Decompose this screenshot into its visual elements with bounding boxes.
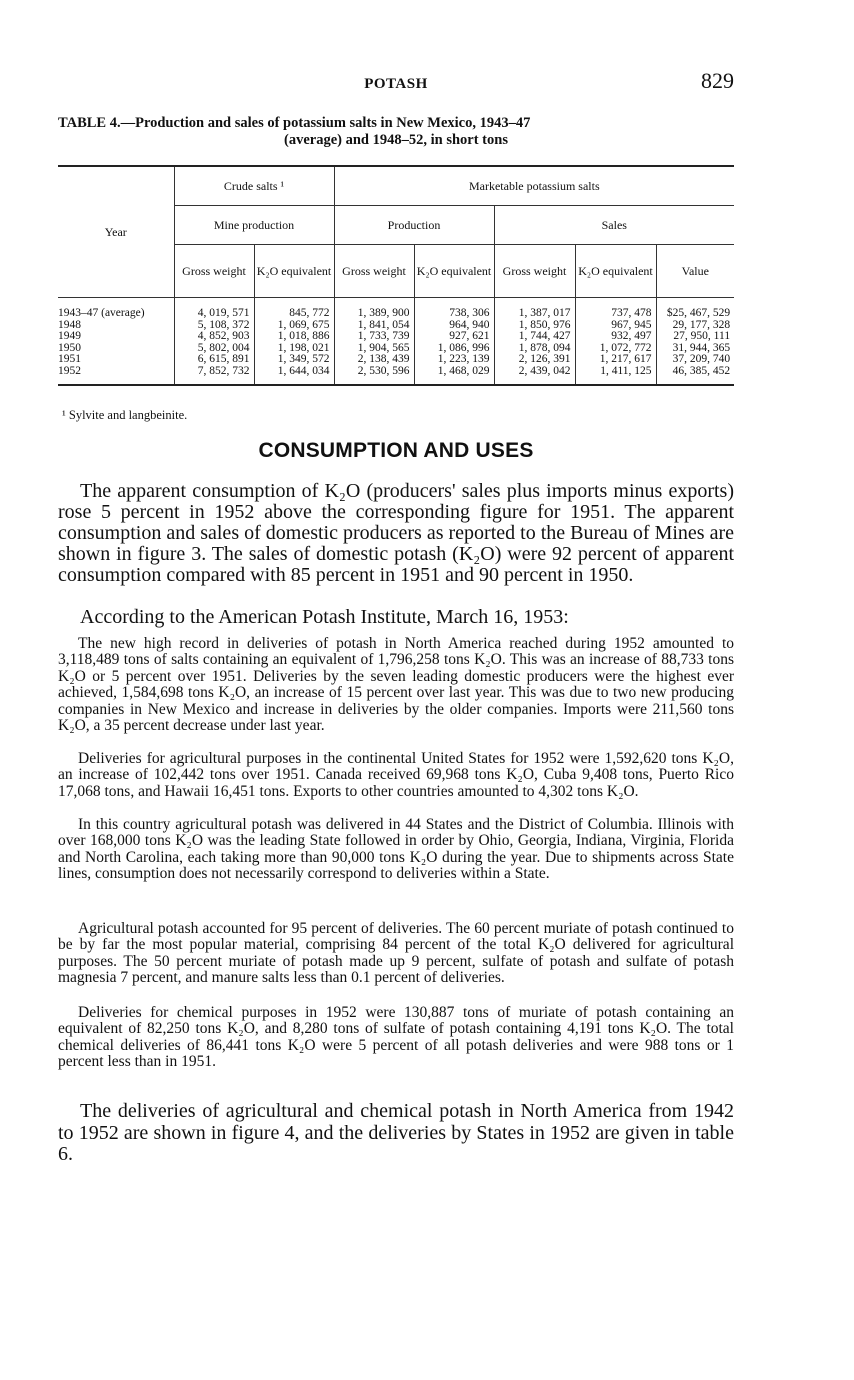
row-year: 1950 [58, 341, 81, 354]
quote-paragraph-1-text: The new high record in deliveries of potash in North America reached during 1952 amounted to 3,118,489 tons of salts containing an equivalent of 1,796,258 tons K₂O. This was an increase of 88,733 tons K₂O or 5 percent over 1951. Deliveries by the seven leading domestic producers were the highest ever achieved, 1,584,698 tons K₂O, an increase of 15 percent over last year. This was due to two new producing companies in New Mexico and increase in deliveries by the older companies. Imports were 211,560 tons K₂O, a 35 percent decrease under last year. [58, 635, 734, 735]
quote-paragraph-4-text: Agricultural potash accounted for 95 percent of deliveries. The 60 percent muriate of potash continued to be by far the most popular material, comprising 84 percent of the total K₂O delivered for agricultural purposes. The 50 percent muriate of potash made up 9 percent, sulfate of potash and sulfate of potash magnesia 7 percent, and manure salts less than 0.1 percent of deliveries. [58, 920, 734, 987]
row-prod-gross: 1, 904, 565 [334, 343, 414, 355]
row-prod-k2o: 738, 306 [414, 298, 494, 320]
body-paragraph-2-text: According to the American Potash Institute, March 16, 1953: [80, 606, 569, 628]
row-year: 1951 [58, 353, 81, 365]
row-value: 31, 944, 365 [656, 343, 734, 355]
row-mine-k2o: 1, 069, 675 [254, 320, 334, 332]
row-prod-gross: 1, 841, 054 [334, 320, 414, 332]
row-prod-k2o: 1, 086, 996 [414, 343, 494, 355]
row-prod-gross: 2, 138, 439 [334, 354, 414, 366]
prod-k2o-header: K₂O equivalent [414, 245, 494, 298]
row-prod-k2o: 1, 223, 139 [414, 354, 494, 366]
row-value: $25, 467, 529 [656, 298, 734, 320]
row-mine-k2o: 1, 644, 034 [254, 366, 334, 386]
row-mine-k2o: 1, 349, 572 [254, 354, 334, 366]
row-mine-k2o: 1, 198, 021 [254, 343, 334, 355]
row-mine-gross: 7, 852, 732 [174, 366, 254, 386]
quote-paragraph-4 [58, 921, 734, 987]
row-mine-k2o: 1, 018, 886 [254, 331, 334, 343]
row-year: 1943–47 (average) [58, 307, 145, 319]
row-value: 27, 950, 111 [656, 331, 734, 343]
row-value: 37, 209, 740 [656, 354, 734, 366]
body-paragraph-1 [58, 481, 734, 586]
row-value: 46, 385, 452 [656, 366, 734, 386]
row-prod-gross: 1, 733, 739 [334, 331, 414, 343]
running-title: POTASH [364, 76, 428, 92]
row-mine-gross: 4, 019, 571 [174, 298, 254, 320]
row-sales-k2o: 1, 072, 772 [575, 343, 656, 355]
sales-header: Sales [494, 206, 734, 245]
quote-paragraph-5-text: Deliveries for chemical purposes in 1952 were 130,887 tons of muriate of potash containing an equivalent of 82,250 tons K₂O, and 8,280 tons of sulfate of potash containing 4,191 tons K₂O. The total chemical deliveries of 86,441 tons K₂O were 5 percent of all potash deliveries and were 988 tons or 1 percent less than in 1951. [58, 1004, 734, 1071]
table-row [58, 298, 734, 320]
crude-salts-header: Crude salts ¹ [174, 166, 334, 206]
table-row [58, 366, 734, 386]
quote-paragraph-1 [58, 636, 734, 734]
marketable-salts-header: Marketable potassium salts [334, 166, 734, 206]
row-sales-gross: 1, 850, 976 [494, 320, 575, 332]
mine-gross-weight-header: Gross weight [174, 245, 254, 298]
row-year: 1952 [58, 366, 174, 386]
quote-paragraph-2-text: Deliveries for agricultural purposes in the continental United States for 1952 were 1,592,620 tons K₂O, an increase of 102,442 tons over 1951. Canada received 69,968 tons K₂O, Cuba 9,408 tons, Puerto Rico 17,068 tons, and Hawaii 16,451 tons. Exports to other countries amounted to 4,302 tons K₂O. [58, 750, 734, 800]
row-prod-gross: 1, 389, 900 [334, 298, 414, 320]
running-header [58, 68, 734, 98]
row-mine-gross: 5, 802, 004 [174, 343, 254, 355]
row-sales-gross: 2, 439, 042 [494, 366, 575, 386]
row-sales-gross: 1, 387, 017 [494, 298, 575, 320]
row-mine-gross: 6, 615, 891 [174, 354, 254, 366]
row-sales-k2o: 1, 411, 125 [575, 366, 656, 386]
body-paragraph-2 [58, 607, 734, 628]
table-caption [58, 115, 734, 149]
table-footnote: ¹ Sylvite and langbeinite. [62, 408, 188, 422]
closing-paragraph [58, 1101, 734, 1166]
row-sales-k2o: 932, 497 [575, 331, 656, 343]
row-prod-k2o: 927, 621 [414, 331, 494, 343]
mine-k2o-header: K₂O equivalent [254, 245, 334, 298]
table-caption-line-1: TABLE 4.—Production and sales of potassium salts in New Mexico, 1943–47 [58, 115, 531, 131]
sales-k2o-header: K₂O equivalent [575, 245, 656, 298]
value-header: Value [656, 245, 734, 298]
year-header: Year [58, 166, 174, 298]
row-sales-gross: 1, 744, 427 [494, 331, 575, 343]
prod-gross-weight-header: Gross weight [334, 245, 414, 298]
quote-paragraph-3-text: In this country agricultural potash was delivered in 44 States and the District of Columbia. Illinois with over 168,000 tons K₂O was the leading State followed in order by Ohio, Georgia, Indiana, Virginia, Florida and North Carolina, each taking more than 90,000 tons K₂O during the year. Due to shipments across State lines, consumption does not necessarily correspond to deliveries within a State. [58, 816, 734, 883]
table-row [58, 354, 734, 366]
row-sales-gross: 2, 126, 391 [494, 354, 575, 366]
body-paragraph-1-text: The apparent consumption of K₂O (producers' sales plus imports minus exports) rose 5 percent in 1952 above the corresponding figure for 1951. The apparent consumption and sales of domestic producers as reported to the Bureau of Mines are shown in figure 3. The sales of domestic potash (K₂O) were 92 percent of apparent consumption compared with 85 percent in 1951 and 90 percent in 1950. [58, 480, 734, 586]
page-number: 829 [701, 68, 734, 93]
quote-paragraph-2 [58, 751, 734, 800]
closing-paragraph-text: The deliveries of agricultural and chemical potash in North America from 1942 to 1952 are shown in figure 4, and the deliveries by States in 1952 are given in table 6. [58, 1100, 734, 1165]
row-year: 1949 [58, 330, 81, 342]
sales-gross-weight-header: Gross weight [494, 245, 575, 298]
production-header: Production [334, 206, 494, 245]
row-sales-k2o: 737, 478 [575, 298, 656, 320]
row-mine-k2o: 845, 772 [254, 298, 334, 320]
row-sales-k2o: 967, 945 [575, 320, 656, 332]
quote-paragraph-3 [58, 817, 734, 883]
row-prod-gross: 2, 530, 596 [334, 366, 414, 386]
row-sales-k2o: 1, 217, 617 [575, 354, 656, 366]
quote-paragraph-5 [58, 1005, 734, 1071]
row-mine-gross: 5, 108, 372 [174, 320, 254, 332]
mine-production-header: Mine production [174, 206, 334, 245]
row-value: 29, 177, 328 [656, 320, 734, 332]
table-caption-line-2: (average) and 1948–52, in short tons [284, 132, 508, 148]
row-prod-k2o: 1, 468, 029 [414, 366, 494, 386]
row-mine-gross: 4, 852, 903 [174, 331, 254, 343]
section-heading: CONSUMPTION AND USES [258, 439, 534, 462]
table-row [58, 331, 734, 343]
row-year: 1948 [58, 318, 81, 331]
row-sales-gross: 1, 878, 094 [494, 343, 575, 355]
row-prod-k2o: 964, 940 [414, 320, 494, 332]
production-sales-table [58, 165, 734, 386]
